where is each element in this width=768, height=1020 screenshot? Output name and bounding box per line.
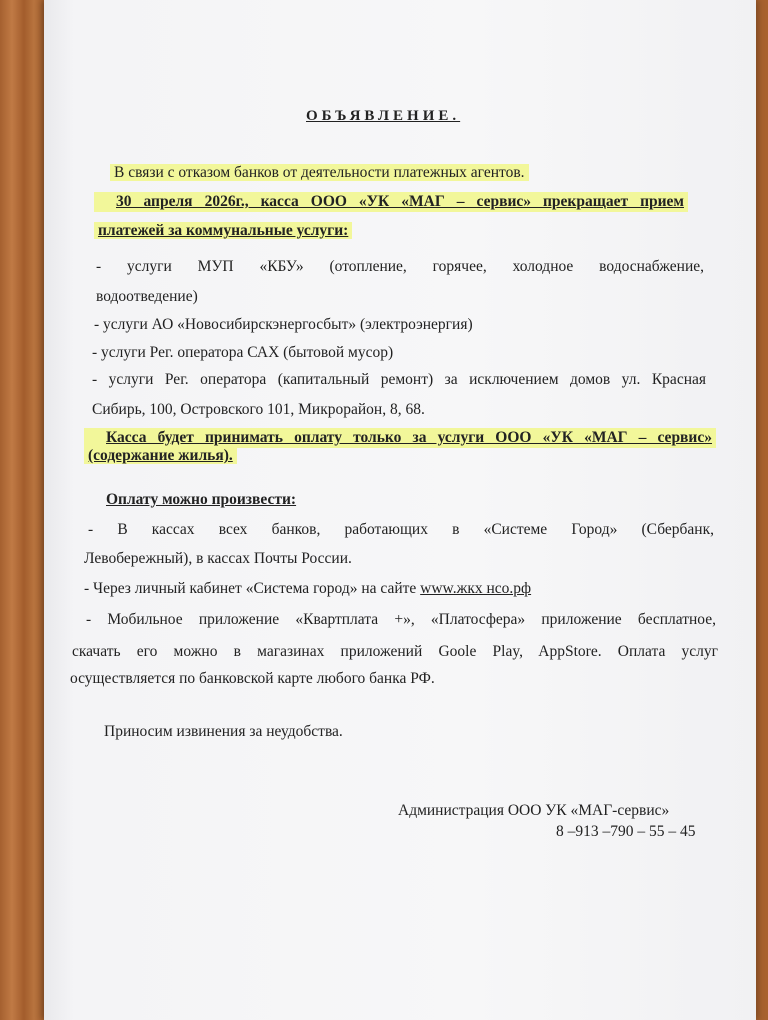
payment-heading: Оплату можно произвести:	[106, 491, 297, 508]
payment-way-2	[84, 579, 531, 599]
notice-text-2: платежей за коммунальные услуги:	[94, 222, 352, 239]
payment-way-1-line-1: - В кассах всех банков, работающих в «Системе Город» (Сбербанк,	[88, 521, 714, 538]
website-link[interactable]: www.жкх нсо.рф	[420, 580, 532, 597]
payment-way-2-text: - Через личный кабинет «Система город» на сайте	[84, 580, 421, 597]
service-item-4-line-1: - услуги Рег. оператора (капитальный ремонт) за исключением домов ул. Красная	[92, 371, 706, 388]
service-item-1-line-1: - услуги МУП «КБУ» (отопление, горячее, холодное водоснабжение,	[96, 258, 704, 275]
signature-phone: 8 –913 –790 – 55 – 45	[556, 823, 696, 840]
service-item-2: - услуги АО «Новосибирскэнергосбыт» (электроэнергия)	[94, 316, 473, 333]
cashdesk-line-1	[84, 428, 724, 448]
announcement-title: ОБЪЯВЛЕНИЕ.	[306, 108, 461, 124]
cashdesk-text-1: Касса будет принимать оплату только за услуги ООО «УК «МАГ – сервис»	[84, 428, 716, 448]
payment-way-3-line-1: - Мобильное приложение «Квартплата +», «Платосфера» приложение бесплатное,	[86, 611, 716, 628]
notice-text-1: 30 апреля 2026г., касса ООО «УК «МАГ – сервис» прекращает прием	[94, 192, 688, 212]
signature-org: Администрация ООО УК «МАГ-сервис»	[398, 802, 670, 819]
notice-line-2	[94, 221, 352, 241]
payment-way-1-line-2: Левобережный), в кассах Почты России.	[84, 550, 352, 567]
paper-sheet	[44, 0, 756, 1020]
payment-way-3-line-3: осуществляется по банковской карте любого банка РФ.	[70, 670, 435, 687]
cashdesk-text-2: (содержание жилья).	[84, 447, 237, 464]
apology-text: Приносим извинения за неудобства.	[104, 723, 343, 740]
intro-line	[110, 163, 529, 183]
service-item-4-line-2: Сибирь, 100, Островского 101, Микрорайон, 8, 68.	[92, 401, 425, 418]
service-item-1-line-2: водоотведение)	[96, 288, 198, 305]
payment-way-3-line-2: скачать его можно в магазинах приложений Goole Play, AppStore. Оплата услуг	[72, 643, 718, 660]
intro-text: В связи с отказом банков от деятельности платежных агентов.	[110, 164, 529, 181]
service-item-3: - услуги Рег. оператора САХ (бытовой мусор)	[92, 344, 394, 361]
notice-line-1	[94, 192, 696, 212]
cashdesk-line-2	[84, 446, 237, 466]
